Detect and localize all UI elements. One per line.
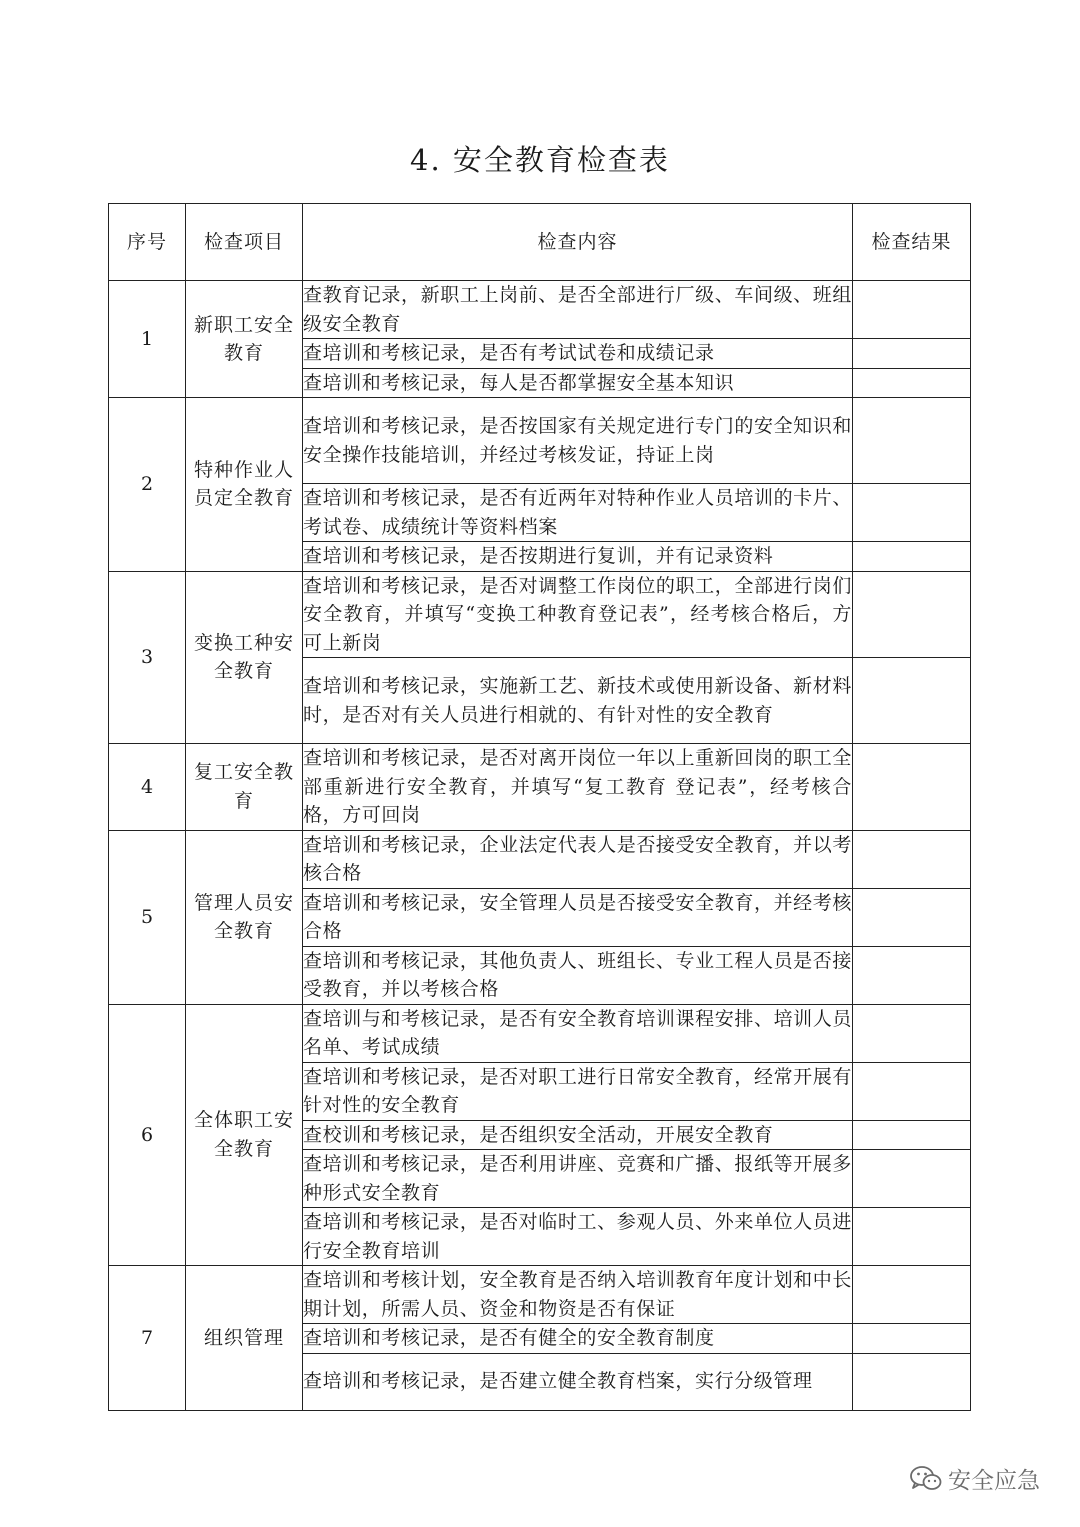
- check-result-cell[interactable]: [853, 830, 971, 888]
- check-content: 查培训和考核记录，是否有考试试卷和成绩记录: [303, 339, 853, 369]
- check-content: 查培训与和考核记录，是否有安全教育培训课程安排、培训人员名单、考试成绩: [303, 1004, 853, 1062]
- table-header-row: [109, 204, 971, 281]
- table-row: [109, 1004, 971, 1062]
- header-item: 检查项目: [186, 204, 303, 281]
- header-result: 检查结果: [853, 204, 971, 281]
- row-number: 4: [109, 744, 186, 831]
- check-content: 查培训和考核记录，是否对临时工、参观人员、外来单位人员进行安全教育培训: [303, 1208, 853, 1266]
- safety-education-checklist-table: [108, 203, 971, 1411]
- table-body: [109, 281, 971, 1411]
- table-row: [109, 744, 971, 831]
- check-result-cell[interactable]: [853, 368, 971, 398]
- check-item: 新职工安全教育: [186, 281, 303, 398]
- table-row: [109, 1266, 971, 1324]
- check-result-cell[interactable]: [853, 1266, 971, 1324]
- page-title: 4. 安全教育检查表: [410, 143, 670, 177]
- check-content: 查培训和考核记录，是否对职工进行日常安全教育，经常开展有针对性的安全教育: [303, 1062, 853, 1120]
- check-content: 查培训和考核记录，是否有近两年对特种作业人员培训的卡片、考试卷、成绩统计等资料档案: [303, 484, 853, 542]
- check-content: 查培训和考核记录，安全管理人员是否接受安全教育，并经考核合格: [303, 888, 853, 946]
- check-result-cell[interactable]: [853, 1353, 971, 1410]
- check-content: 查培训和考核记录，实施新工艺、新技术或使用新设备、新材料时，是否对有关人员进行相就的、有针对性的安全教育: [303, 658, 853, 744]
- check-result-cell[interactable]: [853, 1208, 971, 1266]
- table-row: [109, 830, 971, 888]
- check-result-cell[interactable]: [853, 484, 971, 542]
- watermark-text: 安全应急: [948, 1468, 1040, 1494]
- check-item: 组织管理: [186, 1266, 303, 1411]
- check-item: 变换工种安全教育: [186, 571, 303, 744]
- check-result-cell[interactable]: [853, 888, 971, 946]
- row-number: 2: [109, 398, 186, 572]
- check-content: 查培训和考核记录，是否利用讲座、竞赛和广播、报纸等开展多种形式安全教育: [303, 1150, 853, 1208]
- check-item: 复工安全教育: [186, 744, 303, 831]
- check-result-cell[interactable]: [853, 744, 971, 831]
- check-result-cell[interactable]: [853, 946, 971, 1004]
- watermark: [910, 1462, 1040, 1495]
- check-result-cell[interactable]: [853, 398, 971, 484]
- table-row: [109, 398, 971, 484]
- check-result-cell[interactable]: [853, 571, 971, 658]
- row-number: 1: [109, 281, 186, 398]
- check-result-cell[interactable]: [853, 1324, 971, 1354]
- header-content: 检查内容: [303, 204, 853, 281]
- wechat-icon: [910, 1465, 942, 1493]
- check-content: 查培训和考核记录，是否建立健全教育档案，实行分级管理: [303, 1353, 853, 1410]
- check-result-cell[interactable]: [853, 281, 971, 339]
- row-number: 5: [109, 830, 186, 1004]
- check-result-cell[interactable]: [853, 658, 971, 744]
- row-number: 3: [109, 571, 186, 744]
- table-row: [109, 571, 971, 658]
- check-content: 查培训和考核记录，是否对调整工作岗位的职工，全部进行岗们安全教育，并填写“变换工种教育登记表”，经考核合格后，方可上新岗: [303, 571, 853, 658]
- check-content: 查培训和考核记录，是否有健全的安全教育制度: [303, 1324, 853, 1354]
- row-number: 7: [109, 1266, 186, 1411]
- check-result-cell[interactable]: [853, 542, 971, 572]
- check-content: 查培训和考核记录，是否按期进行复训，并有记录资料: [303, 542, 853, 572]
- check-item: 管理人员安全教育: [186, 830, 303, 1004]
- check-content: 查培训和考核记录，是否按国家有关规定进行专门的安全知识和安全操作技能培训，并经过考核发证，持证上岗: [303, 398, 853, 484]
- row-number: 6: [109, 1004, 186, 1266]
- check-content: 查培训和考核记录，是否对离开岗位一年以上重新回岗的职工全部重新进行安全教育，并填写“复工教育 登记表”，经考核合格，方可回岗: [303, 744, 853, 831]
- check-result-cell[interactable]: [853, 1120, 971, 1150]
- check-content: 查培训和考核记录，企业法定代表人是否接受安全教育，并以考核合格: [303, 830, 853, 888]
- check-content: 查校训和考核记录，是否组织安全活动，开展安全教育: [303, 1120, 853, 1150]
- check-item: 特种作业人员定全教育: [186, 398, 303, 572]
- check-result-cell[interactable]: [853, 1062, 971, 1120]
- check-content: 查培训和考核记录，每人是否都掌握安全基本知识: [303, 368, 853, 398]
- check-content: 查培训和考核记录，其他负责人、班组长、专业工程人员是否接受教育，并以考核合格: [303, 946, 853, 1004]
- check-result-cell[interactable]: [853, 1150, 971, 1208]
- table-row: [109, 281, 971, 339]
- check-content: 查培训和考核计划，安全教育是否纳入培训教育年度计划和中长期计划，所需人员、资金和物资是否有保证: [303, 1266, 853, 1324]
- check-result-cell[interactable]: [853, 1004, 971, 1062]
- check-content: 查教育记录，新职工上岗前、是否全部进行厂级、车间级、班组级安全教育: [303, 281, 853, 339]
- check-result-cell[interactable]: [853, 339, 971, 369]
- check-item: 全体职工安全教育: [186, 1004, 303, 1266]
- header-no: 序号: [109, 204, 186, 281]
